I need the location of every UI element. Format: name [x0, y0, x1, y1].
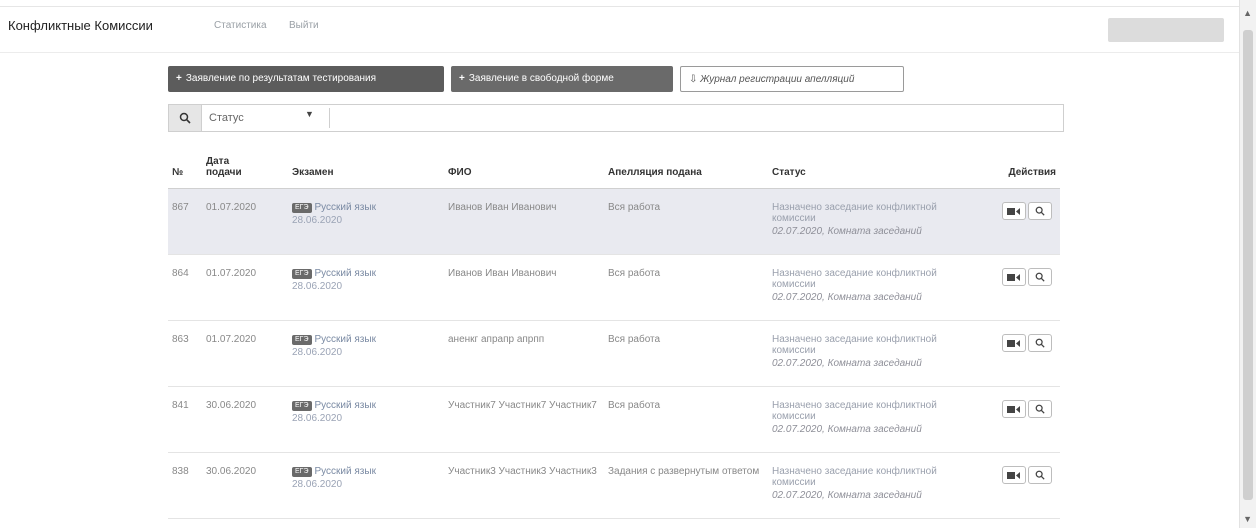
scroll-up-icon[interactable]: ▲ [1243, 8, 1252, 18]
video-button[interactable] [1002, 268, 1026, 286]
table-row[interactable] [168, 189, 1060, 255]
row-date: 01.07.2020 [202, 255, 288, 321]
col-fio-header[interactable]: ФИО [444, 152, 604, 189]
app-brand[interactable]: Конфликтные Комиссии [8, 18, 153, 33]
row-fio: Иванов Иван Иванович [444, 189, 604, 255]
exam-badge: ЕГЭ [292, 401, 312, 411]
row-fio: Иванов Иван Иванович [444, 255, 604, 321]
row-number: 838 [168, 453, 202, 519]
exam-name: Русский язык [314, 466, 376, 477]
view-button[interactable] [1028, 202, 1052, 220]
status-text: Назначено заседание конфликтной комиссии [772, 202, 937, 224]
filter-divider [329, 108, 330, 128]
exam-badge: ЕГЭ [292, 335, 312, 345]
nav-statistics-link[interactable]: Статистика [214, 20, 267, 31]
row-appeal: Вся работа [604, 321, 768, 387]
scroll-down-icon[interactable]: ▼ [1243, 514, 1252, 524]
video-button[interactable] [1002, 400, 1026, 418]
chevron-down-icon[interactable]: ▼ [305, 109, 314, 119]
view-button[interactable] [1028, 334, 1052, 352]
exam-name: Русский язык [314, 334, 376, 345]
exam-name: Русский язык [314, 268, 376, 279]
row-exam [288, 189, 444, 255]
row-number: 863 [168, 321, 202, 387]
video-icon [1007, 273, 1021, 282]
vertical-scrollbar[interactable] [1239, 0, 1256, 528]
row-date: 01.07.2020 [202, 189, 288, 255]
status-detail: 02.07.2020, Комната заседаний [772, 490, 922, 501]
col-num-header[interactable]: № [168, 152, 202, 189]
exam-name: Русский язык [314, 400, 376, 411]
col-actions-header: Действия [986, 152, 1060, 189]
scrollbar-thumb[interactable] [1243, 30, 1253, 500]
row-appeal: Вся работа [604, 189, 768, 255]
row-appeal: Задания с развернутым ответом [604, 453, 768, 519]
row-actions [986, 255, 1060, 321]
top-border [0, 0, 1240, 7]
exam-date: 28.06.2020 [292, 413, 343, 424]
download-icon: ⇩ [689, 74, 701, 85]
row-fio: Участник7 Участник7 Участник7 [444, 387, 604, 453]
row-number: 867 [168, 189, 202, 255]
row-fio: аненкг апрапр апрпп [444, 321, 604, 387]
view-button[interactable] [1028, 400, 1052, 418]
exam-badge: ЕГЭ [292, 203, 312, 213]
row-date: 30.06.2020 [202, 387, 288, 453]
exam-name: Русский язык [314, 202, 376, 213]
row-exam [288, 321, 444, 387]
row-status [768, 189, 986, 255]
row-status [768, 255, 986, 321]
nav-logout-link[interactable]: Выйти [289, 20, 319, 31]
row-fio: Участник3 Участник3 Участник3 [444, 453, 604, 519]
view-button[interactable] [1028, 268, 1052, 286]
row-actions [986, 387, 1060, 453]
row-number: 841 [168, 387, 202, 453]
plus-icon: + [459, 73, 465, 84]
table-row[interactable] [168, 453, 1060, 519]
appeals-table [168, 152, 1060, 519]
magnifier-icon [1035, 338, 1045, 348]
magnifier-icon [1035, 470, 1045, 480]
plus-icon: + [176, 73, 182, 84]
exam-date: 28.06.2020 [292, 281, 343, 292]
table-row[interactable] [168, 321, 1060, 387]
row-actions [986, 453, 1060, 519]
new-result-appeal-button[interactable] [168, 66, 444, 92]
video-icon [1007, 471, 1021, 480]
video-button[interactable] [1002, 202, 1026, 220]
col-date-header[interactable] [202, 152, 288, 189]
exam-date: 28.06.2020 [292, 479, 343, 490]
new-free-form-appeal-button[interactable] [451, 66, 673, 92]
row-date: 01.07.2020 [202, 321, 288, 387]
filter-bar [168, 104, 1064, 132]
status-text: Назначено заседание конфликтной комиссии [772, 268, 937, 290]
table-header-row [168, 152, 1060, 189]
status-detail: 02.07.2020, Комната заседаний [772, 226, 922, 237]
magnifier-icon [1035, 404, 1045, 414]
exam-date: 28.06.2020 [292, 347, 343, 358]
status-text: Назначено заседание конфликтной комиссии [772, 334, 937, 356]
magnifier-icon [1035, 272, 1045, 282]
video-icon [1007, 339, 1021, 348]
col-date-header-line2: подачи [206, 167, 242, 178]
exam-date: 28.06.2020 [292, 215, 343, 226]
new-result-appeal-label: Заявление по результатам тестирования [185, 73, 377, 84]
row-number: 864 [168, 255, 202, 321]
search-icon-box[interactable] [169, 105, 202, 131]
status-text: Назначено заседание конфликтной комиссии [772, 400, 937, 422]
status-detail: 02.07.2020, Комната заседаний [772, 358, 922, 369]
appeal-journal-label: Журнал регистрации апелляций [700, 74, 855, 85]
video-icon [1007, 405, 1021, 414]
appeal-journal-download-button[interactable] [680, 66, 904, 92]
video-button[interactable] [1002, 466, 1026, 484]
row-status [768, 321, 986, 387]
search-icon [179, 112, 191, 124]
row-actions [986, 189, 1060, 255]
row-status [768, 453, 986, 519]
status-text: Назначено заседание конфликтной комиссии [772, 466, 937, 488]
col-exam-header[interactable]: Экзамен [288, 152, 444, 189]
status-detail: 02.07.2020, Комната заседаний [772, 424, 922, 435]
row-actions [986, 321, 1060, 387]
exam-badge: ЕГЭ [292, 467, 312, 477]
magnifier-icon [1035, 206, 1045, 216]
row-status [768, 387, 986, 453]
row-exam [288, 453, 444, 519]
status-detail: 02.07.2020, Комната заседаний [772, 292, 922, 303]
col-date-header-line1: Дата [206, 156, 230, 167]
new-free-form-appeal-label: Заявление в свободной форме [468, 73, 614, 84]
video-button[interactable] [1002, 334, 1026, 352]
table-row[interactable] [168, 255, 1060, 321]
user-menu-placeholder[interactable] [1108, 18, 1224, 42]
row-appeal: Вся работа [604, 387, 768, 453]
table-row[interactable] [168, 387, 1060, 453]
row-date: 30.06.2020 [202, 453, 288, 519]
row-exam [288, 387, 444, 453]
navbar-divider [0, 52, 1240, 53]
view-button[interactable] [1028, 466, 1052, 484]
row-appeal: Вся работа [604, 255, 768, 321]
exam-badge: ЕГЭ [292, 269, 312, 279]
row-exam [288, 255, 444, 321]
video-icon [1007, 207, 1021, 216]
col-status-header[interactable]: Статус [768, 152, 986, 189]
status-filter-select[interactable]: Статус [209, 112, 244, 124]
col-appeal-header[interactable]: Апелляция подана [604, 152, 768, 189]
